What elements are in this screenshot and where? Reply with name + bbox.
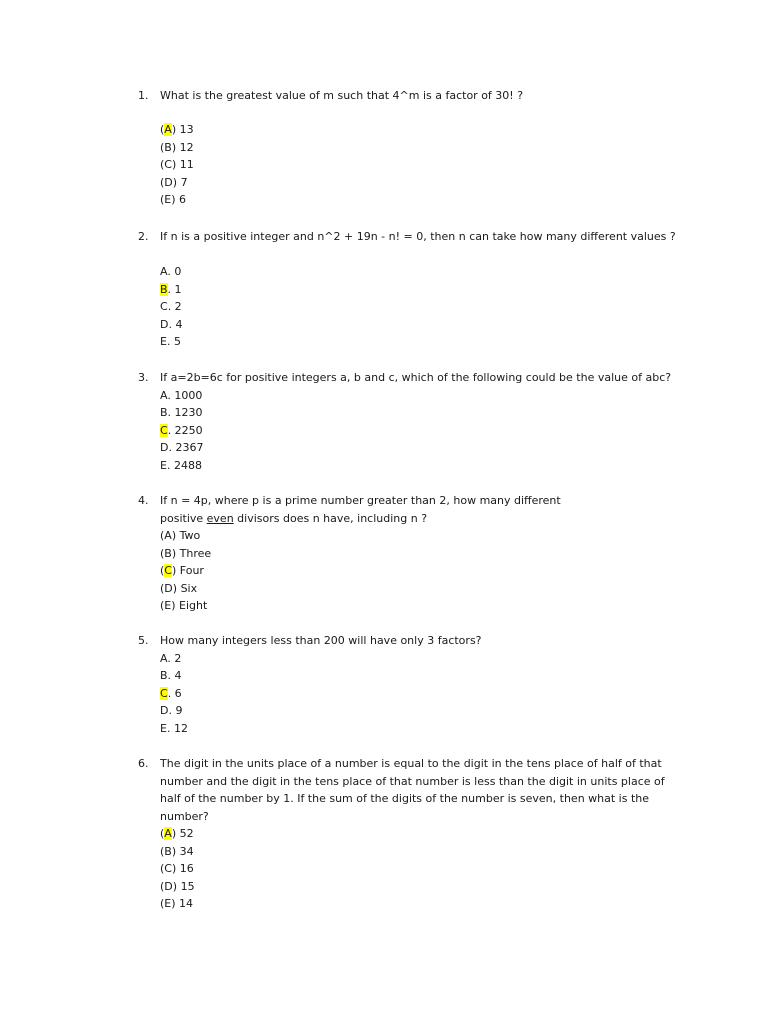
answer-option: E. 2488 (160, 458, 202, 472)
answer-option: (A) Two (160, 529, 201, 542)
answer-highlight: C (164, 564, 172, 577)
underlined-word: even (206, 511, 234, 525)
answer-highlight: A (164, 123, 172, 136)
answer-option: (E) 6 (160, 193, 187, 206)
answer-option: (C) 11 (160, 158, 194, 171)
answer-option: C. 2 (160, 300, 182, 313)
answer-option: A. 0 (160, 265, 182, 278)
answer-option: A. 2 (160, 651, 182, 665)
answer-option: (D) 7 (160, 175, 188, 189)
question-number: 1. (138, 89, 149, 102)
question-number: 5. (138, 634, 149, 647)
answer-option: B. 1 (160, 282, 182, 296)
question-stem: number? (160, 809, 209, 823)
answer-option: (E) 14 (160, 897, 194, 910)
answer-option: (A) 13 (160, 123, 194, 136)
question-stem: number and the digit in the tens place of that number is less than the digit in units place of (160, 774, 665, 788)
question-stem: half of the number by 1. If the sum of the digits of the number is seven, then what is the (160, 792, 650, 805)
answer-option: E. 12 (160, 721, 188, 735)
answer-option: A. 1000 (160, 388, 203, 402)
answer-option: D. 2367 (160, 441, 204, 454)
answer-option: (B) Three (160, 546, 212, 560)
question-stem: positive even divisors does n have, including n ? (160, 511, 428, 525)
question-number: 6. (138, 757, 149, 770)
question-number: 4. (138, 494, 149, 507)
question-stem: What is the greatest value of m such that 4^m is a factor of 30! ? (160, 89, 524, 102)
answer-option: (A) 52 (160, 827, 194, 840)
answer-option: C. 2250 (160, 423, 203, 437)
answer-option: (E) Eight (160, 599, 208, 612)
question-stem: If a=2b=6c for positive integers a, b and c, which of the following could be the value of abc? (160, 371, 672, 384)
answer-option: (B) 12 (160, 140, 194, 154)
answer-option: C. 6 (160, 686, 182, 700)
question-stem: If n is a positive integer and n^2 + 19n - n! = 0, then n can take how many different values ? (160, 230, 676, 243)
question-stem: How many integers less than 200 will have only 3 factors? (160, 634, 482, 647)
answer-highlight: C (160, 686, 168, 700)
answer-highlight: B (160, 282, 168, 296)
question-stem: If n = 4p, where p is a prime number greater than 2, how many different (160, 494, 561, 507)
answer-highlight: C (160, 423, 168, 437)
answer-option: D. 4 (160, 317, 183, 331)
answer-option: B. 4 (160, 669, 182, 682)
question-number: 2. (138, 230, 149, 243)
question-stem: The digit in the units place of a number is equal to the digit in the tens place of half of that (160, 757, 662, 770)
question-number: 3. (138, 371, 149, 384)
answer-option: (D) Six (160, 581, 198, 595)
answer-option: (D) 15 (160, 879, 195, 893)
answer-option: (C) Four (160, 564, 204, 577)
answer-highlight: A (164, 827, 172, 840)
answer-option: (B) 34 (160, 844, 194, 858)
answer-option: E. 5 (160, 335, 181, 348)
answer-option: (C) 16 (160, 862, 194, 875)
answer-option: B. 1230 (160, 406, 203, 419)
answer-option: D. 9 (160, 704, 183, 717)
